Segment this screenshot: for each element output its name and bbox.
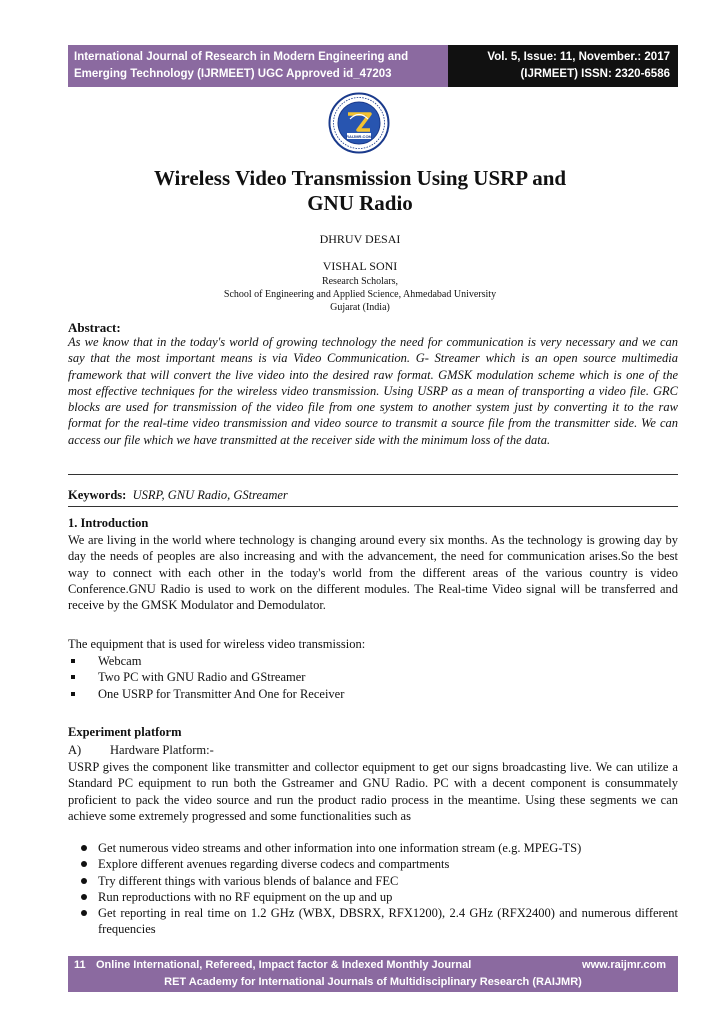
logo-seal-icon — [328, 92, 390, 154]
page-number: 11 — [74, 959, 86, 971]
equipment-list — [68, 653, 668, 702]
keywords-label: Keywords — [68, 488, 123, 502]
journal-name-block — [68, 45, 448, 87]
keywords-line — [68, 488, 288, 503]
list-item: Try different things with various blends of balance and FEC — [68, 873, 678, 889]
abstract-heading: Abstract: — [68, 320, 121, 335]
paper-title — [100, 166, 620, 216]
introduction-heading: 1. Introduction — [68, 516, 149, 530]
list-item: Get reporting in real time on 1.2 GHz (WBX, DBSRX, RFX1200), 2.4 GHz (RFX2400) and numerous different frequencies — [68, 905, 678, 938]
list-item: One USRP for Transmitter And One for Receiver — [68, 686, 668, 702]
introduction-text: We are living in the world where technology is changing around every six months. As the technology is growing day by day the needs of peoples are also increasing and with the advancement, the need for communication arises.So the best way to connect with each other in the today's world from the different areas of the various country is video Conference.GNU Radio is used to work on the different modules. The Real-time Video signal will be transferred and receive by the GMSK Modulator and Demodulator. — [68, 533, 678, 613]
list-item: Explore different avenues regarding diverse codecs and compartments — [68, 856, 678, 872]
author-2: VISHAL SONI — [322, 259, 398, 273]
footer-website-link[interactable]: www.raijmr.com — [582, 959, 666, 971]
logo-text: RAIJMR.COM — [346, 134, 372, 139]
footer-journal-description: Online International, Refereed, Impact factor & Indexed Monthly Journal — [96, 959, 472, 971]
keywords-divider — [68, 506, 678, 507]
abstract-divider — [68, 474, 678, 475]
experiment-text: USRP gives the component like transmitter and collector equipment to get our signs broadcasting live. We can utilize a Standard PC equipment to run both the Gstreamer and GNU Radio. PC with a decent component is consummately proficient to pack the video source and run the product radio process in the meantime. Using these segments we can achieve some extremely progressed and some functionalities such as — [68, 760, 678, 823]
journal-issue-block — [448, 45, 678, 87]
abstract-text: As we know that in the today's world of growing technology the need for communication is very necessary and we can say that the most important means is via Video Communication. G- Streamer which is an open source multimedia framework that will convert the live video into the desired raw format. GMSK modulation scheme which is one of the most effective techniques for the wireless video transmission. Using USRP as a mean of transporting a video file. GRC blocks are used for transmission of the video file from one system to another system just by converting it to the raw format for the real-time video transmission and video source to transmit a source file from the transmitter side. We can access our file which we have transmitted at the receiver side with the minimum loss of the data. — [68, 335, 678, 447]
list-item: Run reproductions with no RF equipment on the up and up — [68, 889, 678, 905]
journal-name-line1: International Journal of Research in Modern Engineering and — [74, 51, 409, 63]
hardware-subheading-title: Hardware Platform:- — [110, 743, 214, 757]
author-location: Gujarat (India) — [330, 302, 390, 313]
journal-name-line2: Emerging Technology (IJRMEET) UGC Approved id_47203 — [74, 67, 392, 80]
hardware-subheading — [68, 743, 214, 758]
list-item: Get numerous video streams and other information into one information stream (e.g. MPEG-TS) — [68, 840, 678, 856]
list-item: Webcam — [68, 653, 668, 669]
paper-title-line1: Wireless Video Transmission Using USRP and — [153, 166, 567, 190]
paper-title-line2: GNU Radio — [307, 191, 413, 215]
journal-volume: Vol. 5, Issue: 11, November.: 2017 — [487, 51, 670, 63]
keywords-colon: : — [122, 488, 127, 502]
author-role: Research Scholars, — [321, 276, 399, 287]
raijmr-logo — [328, 92, 390, 154]
feature-list — [68, 840, 678, 938]
keywords-values: USRP, GNU Radio, GStreamer — [132, 488, 288, 502]
equipment-intro: The equipment that is used for wireless video transmission: — [68, 637, 366, 651]
journal-header — [68, 45, 678, 87]
experiment-heading: Experiment platform — [68, 725, 182, 739]
author-1: DHRUV DESAI — [319, 232, 401, 246]
journal-issn: (IJRMEET) ISSN: 2320-6586 — [520, 67, 670, 80]
author-affiliation — [100, 275, 620, 314]
author-institution: School of Engineering and Applied Science, Ahmedabad University — [223, 289, 497, 300]
footer-publisher: RET Academy for International Journals of Multidisciplinary Research (RAIJMR) — [164, 976, 582, 988]
list-item: Two PC with GNU Radio and GStreamer — [68, 669, 668, 685]
hardware-subheading-label: A) — [68, 743, 82, 757]
journal-footer — [68, 956, 678, 992]
